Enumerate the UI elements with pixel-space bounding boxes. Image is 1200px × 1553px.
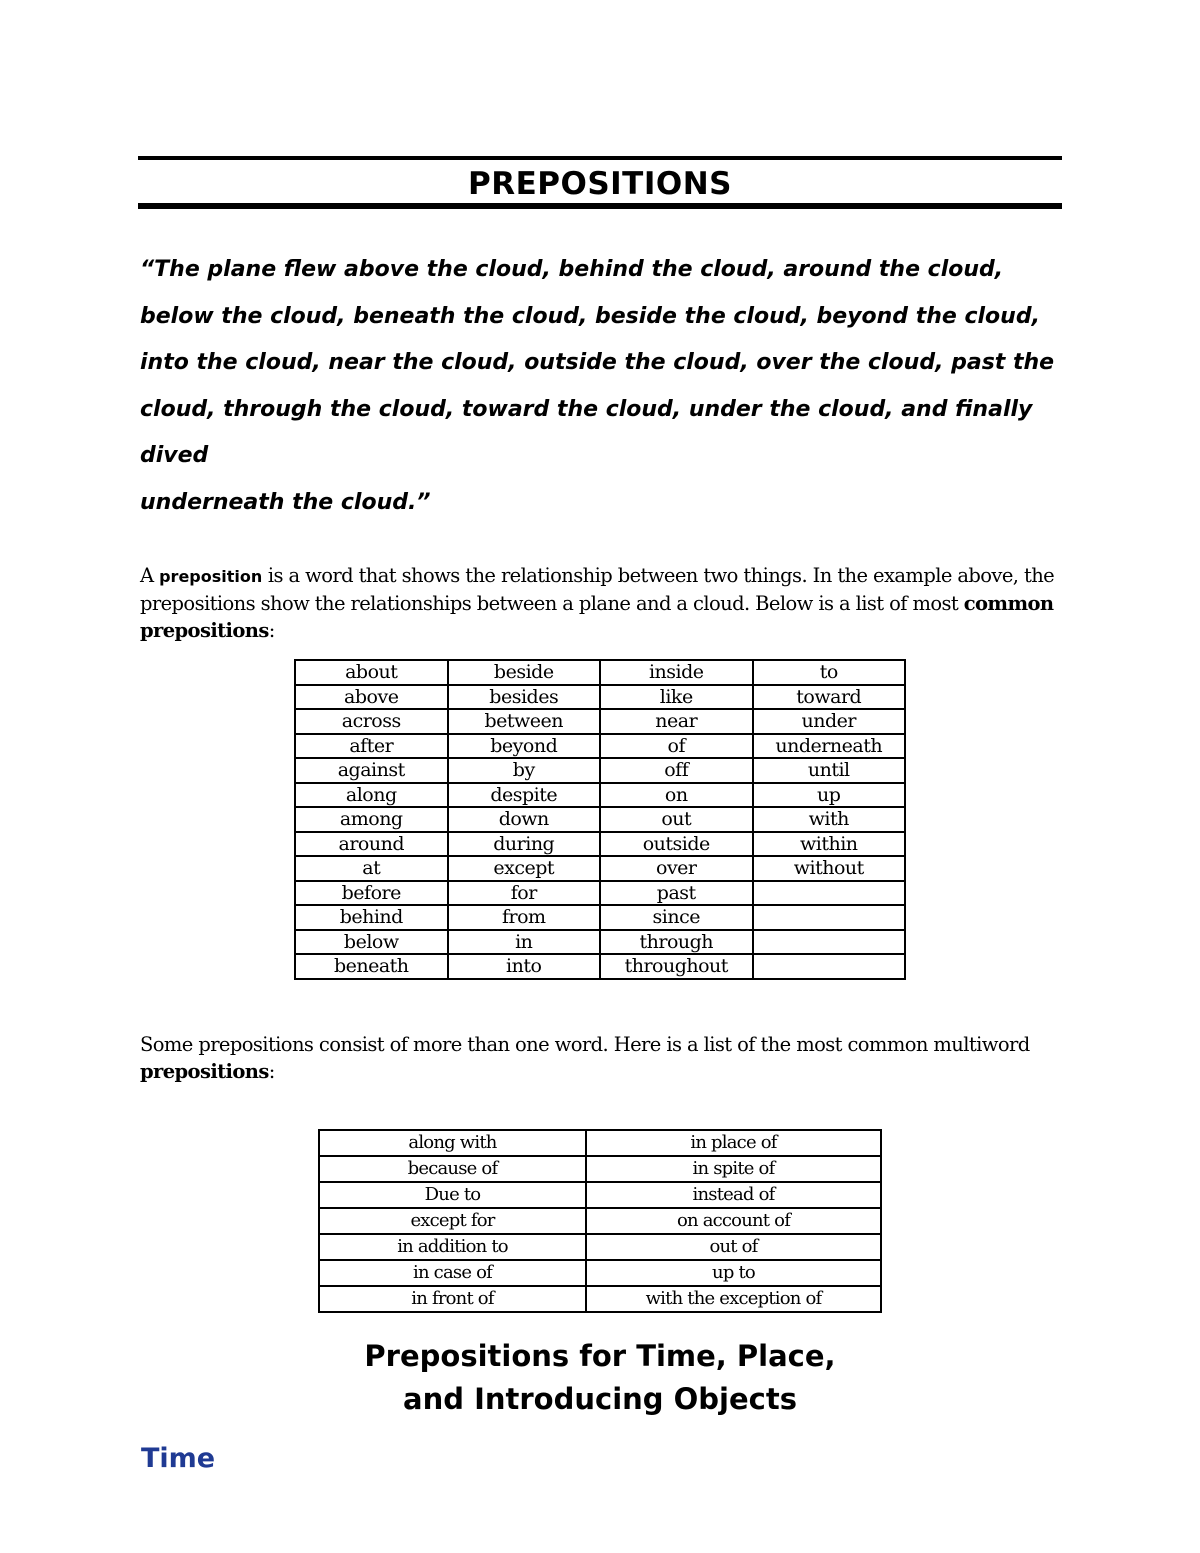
table-cell: after xyxy=(295,734,448,759)
table-cell: between xyxy=(448,709,601,734)
table-cell: for xyxy=(448,881,601,906)
table-row xyxy=(319,1234,881,1260)
table-cell: because of xyxy=(319,1156,586,1182)
table-cell: without xyxy=(753,856,906,881)
table-row xyxy=(295,930,905,955)
table-row xyxy=(295,709,905,734)
table-row xyxy=(319,1182,881,1208)
table-cell xyxy=(753,881,906,906)
table-cell: at xyxy=(295,856,448,881)
table-cell: beneath xyxy=(295,954,448,979)
table-row xyxy=(319,1286,881,1312)
table-cell: in case of xyxy=(319,1260,586,1286)
table-cell: inside xyxy=(600,660,753,685)
table-cell xyxy=(753,930,906,955)
table-cell: toward xyxy=(753,685,906,710)
table-row xyxy=(295,783,905,808)
table-row xyxy=(295,758,905,783)
table-cell: in place of xyxy=(586,1130,881,1156)
table-cell: across xyxy=(295,709,448,734)
table-cell: in addition to xyxy=(319,1234,586,1260)
table-cell: around xyxy=(295,832,448,857)
page-title: PREPOSITIONS xyxy=(467,166,732,202)
table-cell: along xyxy=(295,783,448,808)
table-cell: down xyxy=(448,807,601,832)
table-cell: like xyxy=(600,685,753,710)
table-cell xyxy=(753,954,906,979)
section-heading-line-1: Prepositions for Time, Place, xyxy=(364,1339,836,1373)
table-cell: up xyxy=(753,783,906,808)
definition-paragraph xyxy=(140,562,1070,644)
table-cell: besides xyxy=(448,685,601,710)
table-cell: beyond xyxy=(448,734,601,759)
table-cell: below xyxy=(295,930,448,955)
table-cell: beside xyxy=(448,660,601,685)
table-cell: to xyxy=(753,660,906,685)
quote-line: underneath the cloud.” xyxy=(140,489,431,515)
intro-text: is a word that shows the relationship between two things. In the example above, the prepositions show the relationships between a plane and a cloud. Below is a list of most xyxy=(140,564,1055,615)
table-row xyxy=(295,856,905,881)
table-cell: from xyxy=(448,905,601,930)
title-rule-bottom xyxy=(138,203,1062,209)
table-row xyxy=(295,685,905,710)
table-row xyxy=(295,807,905,832)
table-cell: instead of xyxy=(586,1182,881,1208)
preposition-term: preposition xyxy=(159,567,263,586)
table-cell: except for xyxy=(319,1208,586,1234)
table-cell xyxy=(753,905,906,930)
table-row xyxy=(295,660,905,685)
table-cell: on account of xyxy=(586,1208,881,1234)
table-cell: through xyxy=(600,930,753,955)
table-cell: against xyxy=(295,758,448,783)
table-cell: with xyxy=(753,807,906,832)
quote-line: cloud, through the cloud, toward the cloud, under the cloud, and finally xyxy=(140,396,1033,422)
table-cell: in front of xyxy=(319,1286,586,1312)
table-cell: along with xyxy=(319,1130,586,1156)
table-cell: among xyxy=(295,807,448,832)
table-row xyxy=(319,1208,881,1234)
section-heading xyxy=(138,1335,1062,1421)
table-cell: except xyxy=(448,856,601,881)
table-cell: in xyxy=(448,930,601,955)
table-cell: near xyxy=(600,709,753,734)
example-quote xyxy=(140,251,1055,530)
table-row xyxy=(319,1260,881,1286)
table-row xyxy=(295,734,905,759)
common-prepositions-table xyxy=(294,659,906,980)
title-rule-top xyxy=(138,156,1062,160)
intro-bold-end: common prepositions xyxy=(140,592,1054,642)
table-cell: since xyxy=(600,905,753,930)
table-cell: out of xyxy=(586,1234,881,1260)
table-row xyxy=(319,1130,881,1156)
table-cell: above xyxy=(295,685,448,710)
table-cell: into xyxy=(448,954,601,979)
quote-line: “The plane flew above the cloud, behind the cloud, around the cloud, xyxy=(140,257,1004,282)
table-cell: Due to xyxy=(319,1182,586,1208)
table-row xyxy=(295,832,905,857)
table-cell: underneath xyxy=(753,734,906,759)
table-cell: with the exception of xyxy=(586,1286,881,1312)
quote-line: dived xyxy=(140,443,209,468)
table-cell: on xyxy=(600,783,753,808)
intro-lead: A xyxy=(140,564,160,587)
multi-intro-colon: : xyxy=(268,1060,275,1083)
table-cell: before xyxy=(295,881,448,906)
multiword-paragraph xyxy=(140,1031,1070,1085)
table-cell: under xyxy=(753,709,906,734)
table-cell: up to xyxy=(586,1260,881,1286)
table-row xyxy=(319,1156,881,1182)
section-heading-line-2: and Introducing Objects xyxy=(403,1382,797,1416)
quote-line: into the cloud, near the cloud, outside the cloud, over the cloud, past the xyxy=(140,350,1055,375)
table-cell: despite xyxy=(448,783,601,808)
multi-intro-text: Some prepositions consist of more than one word. Here is a list of the most common multiword xyxy=(140,1033,1030,1056)
table-cell: throughout xyxy=(600,954,753,979)
intro-colon: : xyxy=(268,619,275,642)
table-cell: within xyxy=(753,832,906,857)
table-cell: of xyxy=(600,734,753,759)
table-row xyxy=(295,954,905,979)
table-cell: in spite of xyxy=(586,1156,881,1182)
table-cell: behind xyxy=(295,905,448,930)
time-subheading: Time xyxy=(141,1443,216,1474)
table-row xyxy=(295,881,905,906)
multi-intro-bold-end: prepositions xyxy=(140,1060,269,1083)
table-cell: outside xyxy=(600,832,753,857)
table-cell: over xyxy=(600,856,753,881)
table-cell: during xyxy=(448,832,601,857)
table-row xyxy=(295,905,905,930)
table-cell: off xyxy=(600,758,753,783)
table-cell: out xyxy=(600,807,753,832)
table-cell: until xyxy=(753,758,906,783)
quote-line: below the cloud, beneath the cloud, beside the cloud, beyond the cloud, xyxy=(140,303,1040,329)
table-cell: by xyxy=(448,758,601,783)
table-cell: about xyxy=(295,660,448,685)
multiword-prepositions-table xyxy=(318,1129,882,1313)
table-cell: past xyxy=(600,881,753,906)
